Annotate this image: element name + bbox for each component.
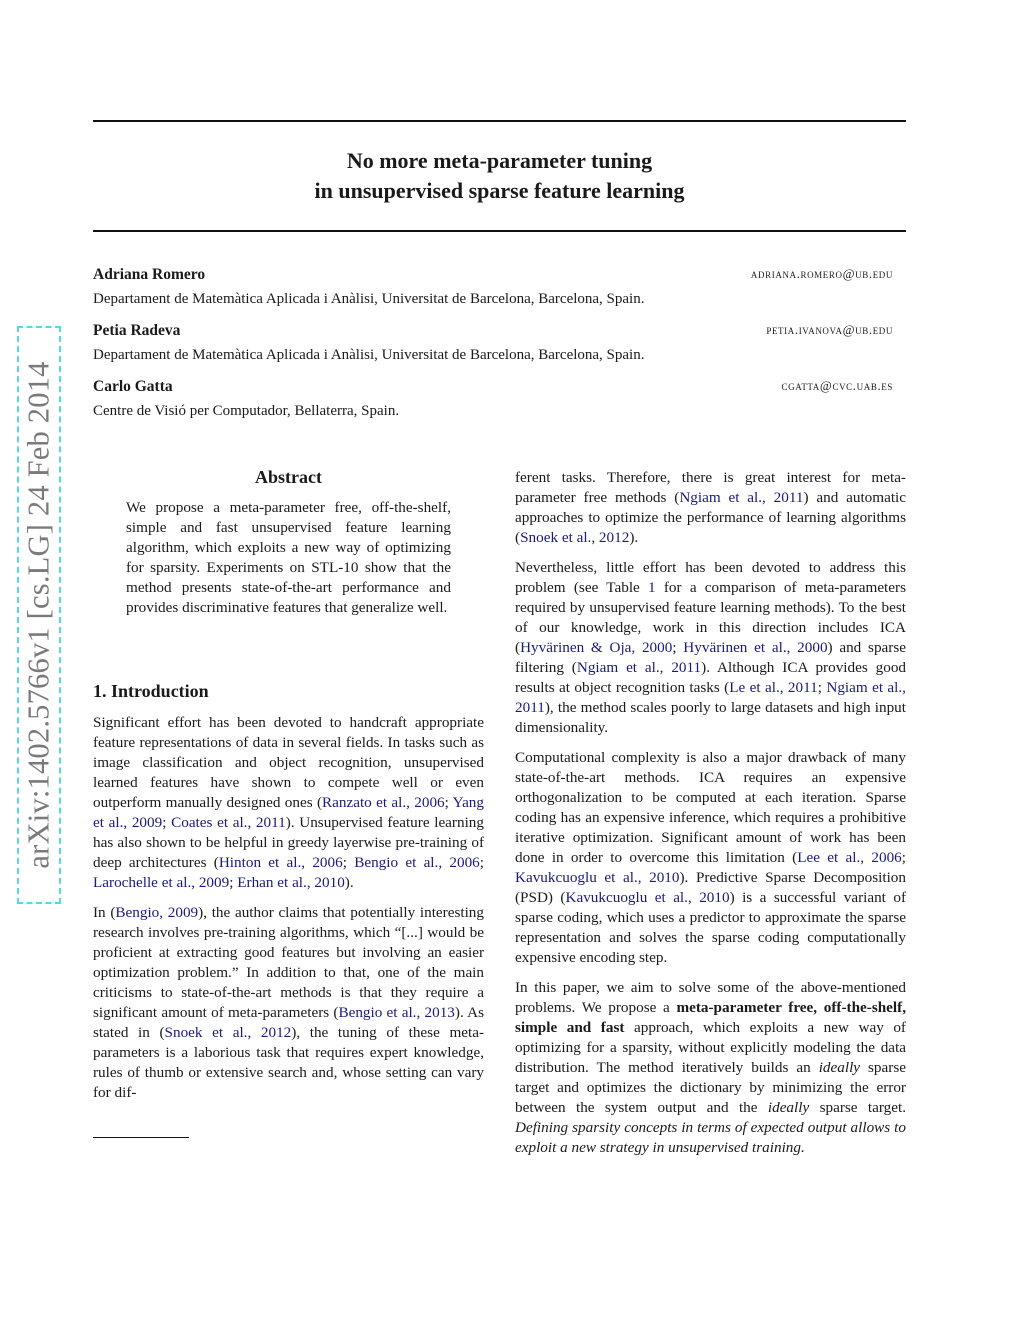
abstract-text: We propose a meta-parameter free, off-the-shelf, simple and fast unsupervised feature learning algorithm, which exploits a new way of optimizing for sparsity. Experiments on STL-10 show that the method presents state-of-the-art performance and provides discriminative features that generalize well. xyxy=(126,499,451,616)
citation-link[interactable]: Hinton et al., 2006 xyxy=(218,854,343,871)
right-paragraph-4: In this paper, we aim to solve some of the above-mentioned problems. We propose a meta-parameter free, off-the-shelf, simple and fast approach, which exploits a new way of optimizing for a sparsity, without explicitly modeling the data distribution. The method iteratively builds an ideally sparse target and optimizes the dictionary by minimizing the error between the system output and the ideally sparse target. Defining sparsity concepts in terms of expected output allows to exploit a new strategy in unsupervised training. xyxy=(515,979,906,1156)
author-block-3 xyxy=(93,377,893,421)
left-column xyxy=(93,713,484,1113)
citation-link[interactable]: Erhan et al., 2010 xyxy=(237,874,345,891)
citation-link[interactable]: Ngiam et al., 2011 xyxy=(679,489,804,506)
table-reference-link[interactable]: 1 xyxy=(648,579,656,596)
title-line-2: in unsupervised sparse feature learning xyxy=(314,178,685,203)
citation-link[interactable]: Kavukcuoglu et al., 2010 xyxy=(565,889,730,906)
citation-link[interactable]: Yang et al., 2009 xyxy=(93,794,484,831)
emphasis-bold: meta-parameter free, off-the-shelf, simple and fast xyxy=(515,999,906,1036)
author-email: cgatta@cvc.uab.es xyxy=(781,378,893,393)
citation-link[interactable]: Bengio, 2009 xyxy=(115,904,199,921)
emphasis-italic: Defining sparsity concepts in terms of expected output allows to exploit a new strategy in unsupervised training. xyxy=(515,1119,906,1156)
author-affiliation: Departament de Matemàtica Aplicada i Anàlisi, Universitat de Barcelona, Barcelona, Spain. xyxy=(93,291,645,307)
right-column xyxy=(515,468,906,1168)
right-paragraph-1: ferent tasks. Therefore, there is great interest for meta-parameter free methods (Ngiam et al., 2011) and automatic approaches to optimize the performance of learning algorithms (Snoek et al., 2012). xyxy=(515,469,906,546)
author-affiliation: Centre de Visió per Computador, Bellaterra, Spain. xyxy=(93,403,400,419)
arxiv-stamp xyxy=(17,326,61,904)
intro-paragraph-1: Significant effort has been devoted to handcraft appropriate feature representations of data in several fields. In tasks such as image classification and object recognition, unsupervised learned features have shown to compete well or even outperform manually designed ones (Ranzato et al., 2006; Yang et al., 2009; Coates et al., 2011). Unsupervised feature learning has also shown to be helpful in greedy layerwise pre-training of deep architectures (Hinton et al., 2006; Bengio et al., 2006; Larochelle et al., 2009; Erhan et al., 2010). xyxy=(93,714,484,891)
arxiv-stamp-text: arXiv:1402.5766v1 [cs.LG] 24 Feb 2014 xyxy=(21,361,56,869)
citation-link[interactable]: Snoek et al., 2012 xyxy=(520,529,630,546)
author-affiliation: Departament de Matemàtica Aplicada i Anàlisi, Universitat de Barcelona, Barcelona, Spain. xyxy=(93,347,645,363)
citation-link[interactable]: Hyvärinen & Oja, 2000 xyxy=(520,639,673,656)
author-name: Carlo Gatta xyxy=(93,378,173,395)
title-line-1: No more meta-parameter tuning xyxy=(346,148,653,173)
introduction-heading: 1. Introduction xyxy=(93,681,209,701)
citation-link[interactable]: Snoek et al., 2012 xyxy=(164,1024,292,1041)
citation-link[interactable]: Lee et al., 2006 xyxy=(797,849,902,866)
citation-link[interactable]: Ranzato et al., 2006 xyxy=(322,794,445,811)
author-name: Adriana Romero xyxy=(93,266,206,283)
citation-link[interactable]: Ngiam et al., 2011 xyxy=(515,679,906,716)
citation-link[interactable]: Kavukcuoglu et al., 2010 xyxy=(515,869,680,886)
abstract-heading: Abstract xyxy=(255,467,322,487)
top-rule xyxy=(93,120,906,122)
author-block-2 xyxy=(93,321,893,365)
author-block-1 xyxy=(93,265,893,309)
author-name: Petia Radeva xyxy=(93,322,181,339)
citation-link[interactable]: Larochelle et al., 2009 xyxy=(93,874,230,891)
citation-link[interactable]: Coates et al., 2011 xyxy=(171,814,286,831)
citation-link[interactable]: Bengio et al., 2006 xyxy=(354,854,480,871)
intro-paragraph-2: In (Bengio, 2009), the author claims that potentially interesting research involves pre-training algorithms, which “[...] would be proficient at extracting good features but involving an easier optimization problem.” In addition to that, one of the main criticisms to state-of-the-art methods is that they require a significant amount of meta-parameters (Bengio et al., 2013). As stated in (Snoek et al., 2012), the tuning of these meta-parameters is a laborious task that requires expert knowledge, rules of thumb or extensive search and, whose setting can vary for dif- xyxy=(93,904,485,1101)
citation-link[interactable]: Bengio et al., 2013 xyxy=(338,1004,455,1021)
paper-title xyxy=(93,146,906,206)
bottom-title-rule xyxy=(93,230,906,232)
emphasis-italic: ideally xyxy=(767,1099,810,1116)
footnote-rule xyxy=(93,1137,189,1138)
author-email: adriana.romero@ub.edu xyxy=(750,266,893,281)
author-email: petia.ivanova@ub.edu xyxy=(766,322,893,337)
citation-link[interactable]: Hyvärinen et al., 2000 xyxy=(683,639,828,656)
citation-link[interactable]: Le et al., 2011 xyxy=(729,679,818,696)
right-paragraph-3: Computational complexity is also a major drawback of many state-of-the-art methods. ICA requires an expensive orthogonalization to be computed at each iteration. Sparse coding has an expensive inference, which requires a prohibitive iterative optimization. Significant amount of work has been done in order to overcome this limitation (Lee et al., 2006; Kavukcuoglu et al., 2010). Predictive Sparse Decomposition (PSD) (Kavukcuoglu et al., 2010) is a successful variant of sparse coding, which uses a predictor to approximate the sparse representation and solves the sparse coding computationally expensive encoding step. xyxy=(515,749,906,966)
citation-link[interactable]: Ngiam et al., 2011 xyxy=(576,659,702,676)
emphasis-italic: ideally xyxy=(818,1059,861,1076)
right-paragraph-2: Nevertheless, little effort has been devoted to address this problem (see Table 1 for a comparison of meta-parameters required by unsupervised feature learning methods). To the best of our knowledge, work in this direction includes ICA (Hyvärinen & Oja, 2000; Hyvärinen et al., 2000) and sparse filtering (Ngiam et al., 2011). Although ICA provides good results at object recognition tasks (Le et al., 2011; Ngiam et al., 2011), the method scales poorly to large datasets and high input dimensionality. xyxy=(515,559,907,736)
